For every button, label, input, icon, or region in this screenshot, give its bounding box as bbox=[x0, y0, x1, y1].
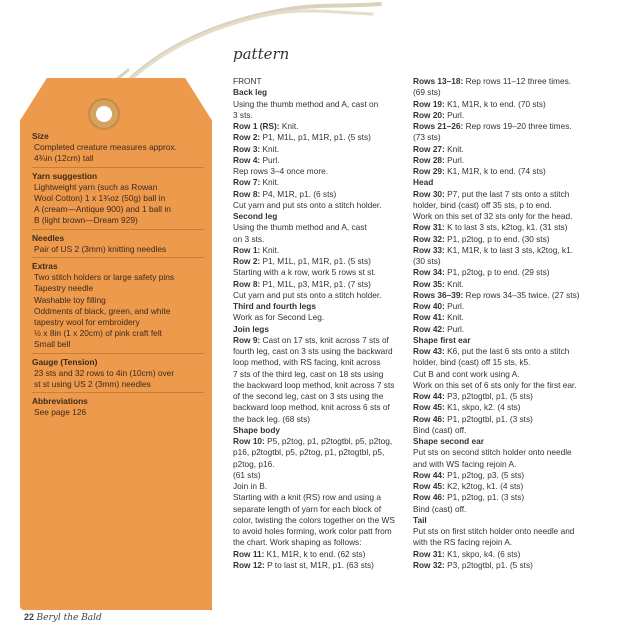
instruction-line: Row 29: K1, M1R, k to end. (74 sts) bbox=[413, 166, 546, 176]
instruction-line: Work on this set of 6 sts only for the first ear. bbox=[413, 379, 577, 390]
tag-heading: Size bbox=[32, 131, 49, 141]
row-label: Row 12: bbox=[233, 559, 265, 570]
instruction-line: Row 44: P1, p2tog, p3. (5 sts) bbox=[413, 469, 525, 480]
tag-heading: Abbreviations bbox=[32, 396, 88, 407]
instruction-line: Row 1 (RS): Knit. bbox=[233, 121, 299, 131]
instruction-line: Rep rows 3–4 once more. bbox=[233, 166, 329, 176]
instruction-line: Bind (cast) off. bbox=[413, 424, 467, 435]
instruction-line: Using the thumb method and A, cast bbox=[233, 222, 367, 233]
row-label: Row 9: bbox=[233, 334, 261, 345]
instruction-line: Row 1: Knit. bbox=[233, 244, 280, 255]
instruction-line: separate length of yarn for each block of bbox=[233, 503, 382, 514]
section-heading: Shape second ear bbox=[413, 436, 485, 446]
instruction-line: Work on this set of 32 sts only for the head. bbox=[413, 211, 573, 221]
instruction-line: and with WS facing rejoin A. bbox=[413, 458, 517, 469]
row-label: Row 2: bbox=[233, 132, 261, 143]
row-label: Row 31: bbox=[413, 222, 445, 233]
instruction-line: (61 sts) bbox=[233, 469, 261, 480]
row-label: Row 35: bbox=[413, 278, 445, 289]
tag-line: Oddments of black, green, and white bbox=[34, 305, 171, 316]
instruction-line: Rows 36–39: Rep rows 34–35 twice. (27 sts) bbox=[413, 289, 580, 300]
instruction-line: Row 31: K1, skpo, k4. (6 sts) bbox=[413, 548, 521, 559]
row-label: Row 19: bbox=[413, 98, 445, 109]
tag-heading: Needles bbox=[32, 232, 65, 243]
tag-divider bbox=[32, 392, 204, 393]
instruction-line: Row 10: P5, p2tog, p1, p2togtbl, p5, p2tog, bbox=[233, 436, 393, 446]
book-title: Beryl the Bald bbox=[36, 613, 102, 623]
row-label: Row 7: bbox=[233, 177, 261, 188]
instruction-line: Row 40: Purl. bbox=[413, 301, 465, 311]
instruction-line: (30 sts) bbox=[413, 256, 441, 266]
instruction-line: Work as for Second Leg. bbox=[233, 312, 325, 323]
instruction-line: Cut yarn and put sts onto a stitch holder. bbox=[233, 289, 382, 300]
instruction-line: Row 43: K6, put the last 6 sts onto a stitch bbox=[413, 346, 570, 356]
row-label: Row 1 (RS): bbox=[233, 121, 280, 131]
instruction-line: Row 33: K1, M1R, k to last 3 sts, k2tog, k1. bbox=[413, 244, 574, 255]
tag-heading: Yarn suggestion bbox=[32, 170, 98, 181]
instruction-line: Cut yarn and put sts onto a stitch holder. bbox=[233, 199, 382, 210]
row-label: Rows 36–39: bbox=[413, 289, 464, 300]
instruction-line: Join in B. bbox=[233, 481, 268, 491]
section-heading: Shape first ear bbox=[413, 334, 471, 345]
instruction-line: Row 45: K1, skpo, k2. (4 sts) bbox=[413, 402, 521, 413]
instruction-line: Row 41: Knit. bbox=[413, 312, 464, 323]
instruction-line: Row 9: Cast on 17 sts, knit across 7 sts of bbox=[233, 334, 389, 345]
instruction-line: holder, bind (cast) off 35 sts, p to end. bbox=[413, 199, 552, 210]
instruction-line: Using the thumb method and A, cast on bbox=[233, 98, 379, 109]
instruction-line: Row 44: P3, p2togtbl, p1. (5 sts) bbox=[413, 391, 533, 401]
row-label: Row 28: bbox=[413, 154, 445, 165]
page-number: 22 bbox=[24, 612, 35, 622]
instruction-line: holder, bind (cast) off 15 sts, k5. bbox=[413, 357, 531, 368]
instruction-line: (73 sts) bbox=[413, 132, 441, 143]
tag-divider bbox=[32, 167, 204, 168]
tag-line: Wool Cotton) 1 x 1¾oz (50g) ball in bbox=[34, 193, 166, 204]
instruction-line: Row 34: P1, p2tog, p to end. (29 sts) bbox=[413, 267, 550, 278]
instruction-line: Row 42: Purl. bbox=[413, 323, 465, 334]
instruction-line: Row 11: K1, M1R, k to end. (62 sts) bbox=[233, 548, 366, 559]
row-label: Row 11: bbox=[233, 548, 265, 559]
tag-line: Washable toy filling bbox=[34, 294, 106, 305]
row-label: Row 1: bbox=[233, 244, 261, 255]
instruction-line: Row 46: P1, p2togtbl, p1. (3 sts) bbox=[413, 413, 533, 424]
instructions-column-1 bbox=[233, 76, 409, 571]
row-label: Rows 21–26: bbox=[413, 121, 464, 131]
row-label: Row 10: bbox=[233, 436, 265, 446]
tag-divider bbox=[32, 229, 204, 230]
row-label: Row 34: bbox=[413, 267, 445, 278]
instruction-line: Row 12: P to last st, M1R, p1. (63 sts) bbox=[233, 559, 374, 570]
row-label: Row 44: bbox=[413, 469, 445, 480]
row-label: Row 42: bbox=[413, 323, 445, 334]
instruction-line: 7 sts of the third leg, cast on 18 sts using bbox=[233, 368, 384, 379]
tag-line: Two stitch holders or large safety pins bbox=[34, 272, 175, 283]
tag-line: Pair of US 2 (3mm) knitting needles bbox=[34, 243, 167, 254]
instruction-line: Row 8: P4, M1R, p1. (6 sts) bbox=[233, 188, 337, 199]
row-label: Row 4: bbox=[233, 154, 261, 165]
section-heading: Join legs bbox=[233, 323, 269, 334]
instruction-line: Row 3: Knit. bbox=[233, 143, 280, 154]
row-label: Row 20: bbox=[413, 109, 445, 120]
row-label: Row 32: bbox=[413, 559, 445, 570]
instruction-line: Row 19: K1, M1R, k to end. (70 sts) bbox=[413, 98, 546, 109]
instruction-line: Row 2: P1, M1L, p1, M1R, p1. (5 sts) bbox=[233, 132, 371, 143]
instruction-line: to avoid holes forming, work color patt from bbox=[233, 526, 392, 536]
instruction-line: Row 45: K2, k2tog, k1. (4 sts) bbox=[413, 481, 524, 491]
row-label: Row 8: bbox=[233, 278, 261, 289]
instruction-line: the chart. Work shaping as follows: bbox=[233, 537, 362, 548]
instruction-line: Row 35: Knit. bbox=[413, 278, 464, 289]
instruction-line: of the second leg, cast on 3 sts using the bbox=[233, 391, 384, 401]
instruction-line: Row 30: P7, put the last 7 sts onto a stitch bbox=[413, 188, 570, 199]
instruction-line: Rows 21–26: Rep rows 19–20 three times. bbox=[413, 121, 572, 131]
instruction-line: with the RS facing rejoin A. bbox=[413, 537, 513, 548]
tag-hole bbox=[96, 106, 112, 122]
instruction-line: on 3 sts. bbox=[233, 233, 265, 244]
tag-heading: Gauge (Tension) bbox=[32, 356, 98, 367]
row-label: Row 2: bbox=[233, 256, 261, 266]
section-heading: Back leg bbox=[233, 87, 268, 98]
tag-line: Lightweight yarn (such as Rowan bbox=[34, 181, 158, 192]
instruction-line: Rows 13–18: Rep rows 11–12 three times. bbox=[413, 76, 572, 86]
tag-line: Small bell bbox=[34, 339, 71, 350]
instruction-line: backward loop method, knit across 6 sts of bbox=[233, 402, 390, 413]
instruction-line: Cut B and cont work using A. bbox=[413, 368, 520, 379]
instruction-line: Put sts on first stitch holder onto needle and bbox=[413, 526, 575, 536]
instruction-line: Row 2: P1, M1L, p1, M1R, p1. (5 sts) bbox=[233, 256, 371, 266]
instruction-line: Bind (cast) off. bbox=[413, 503, 467, 514]
tag-line: Tapestry needle bbox=[34, 283, 94, 294]
section-heading: Shape body bbox=[233, 424, 281, 435]
row-label: Row 29: bbox=[413, 166, 445, 176]
instruction-line: Put sts on second stitch holder onto needle bbox=[413, 447, 572, 458]
tag-line: Completed creature measures approx. bbox=[34, 142, 177, 153]
instruction-line: loop method, with RS facing, knit across bbox=[233, 357, 381, 368]
instruction-line: (69 sts) bbox=[413, 87, 441, 98]
instruction-line: Starting with a knit (RS) row and using a bbox=[233, 492, 382, 503]
row-label: Row 33: bbox=[413, 244, 445, 255]
instruction-line: Row 20: Purl. bbox=[413, 109, 465, 120]
instruction-line: Row 31: K to last 3 sts, k2tog, k1. (31 sts) bbox=[413, 222, 568, 233]
row-label: Row 32: bbox=[413, 233, 445, 244]
tag-line: A (cream—Antique 900) and 1 ball in bbox=[34, 204, 171, 215]
pattern-title: pattern bbox=[233, 45, 290, 63]
row-label: Row 30: bbox=[413, 188, 445, 199]
row-label: Row 3: bbox=[233, 143, 261, 154]
instruction-line: color, twisting the colors together on the WS bbox=[233, 514, 395, 525]
row-label: Row 31: bbox=[413, 548, 445, 559]
instruction-line: p16, p2togtbl, p5, p2tog, p1, p2togtbl, p5, bbox=[233, 447, 385, 458]
instruction-line: the backward loop method, knit across 7 sts bbox=[233, 379, 395, 390]
tag-line: B (light brown—Dream 929) bbox=[34, 215, 138, 226]
row-label: Row 45: bbox=[413, 481, 445, 491]
tag-heading: Extras bbox=[32, 261, 58, 272]
row-label: Row 40: bbox=[413, 301, 445, 311]
instruction-line: fourth leg, cast on 3 sts using the backward bbox=[233, 346, 393, 356]
row-label: Row 46: bbox=[413, 492, 445, 503]
instruction-line: Starting with a k row, work 5 rows st st. bbox=[233, 267, 376, 278]
instruction-line: Row 32: P1, p2tog, p to end. (30 sts) bbox=[413, 233, 550, 244]
page-footer bbox=[24, 612, 102, 623]
tag-divider bbox=[32, 353, 204, 354]
instruction-line: Row 7: Knit. bbox=[233, 177, 280, 188]
instruction-line: Row 32: P3, p2togtbl, p1. (5 sts) bbox=[413, 559, 533, 570]
instruction-line: Row 4: Purl. bbox=[233, 154, 280, 165]
instruction-line: Row 27: Knit. bbox=[413, 143, 464, 154]
instruction-line: the back leg. (68 sts) bbox=[233, 413, 311, 424]
row-label: Rows 13–18: bbox=[413, 76, 464, 86]
tag-line: 23 sts and 32 rows to 4in (10cm) over bbox=[34, 367, 175, 378]
row-label: Row 44: bbox=[413, 391, 445, 401]
section-heading: Second leg bbox=[233, 211, 278, 221]
row-label: Row 45: bbox=[413, 402, 445, 413]
tag-line: See page 126 bbox=[34, 407, 87, 418]
tag-line: 4¾in (12cm) tall bbox=[34, 153, 94, 164]
tag-line: tapestry wool for embroidery bbox=[34, 317, 140, 328]
row-label: Row 43: bbox=[413, 346, 445, 356]
section-heading: Third and fourth legs bbox=[233, 301, 316, 311]
instruction-line: 3 sts. bbox=[233, 109, 253, 120]
section-heading: Head bbox=[413, 177, 434, 188]
tag-line: st st using US 2 (3mm) needles bbox=[34, 379, 151, 390]
tag-content bbox=[32, 128, 204, 419]
section-heading: Tail bbox=[413, 514, 427, 525]
row-label: Row 41: bbox=[413, 312, 445, 323]
instruction-line: FRONT bbox=[233, 76, 262, 86]
instruction-line: Row 28: Purl. bbox=[413, 154, 465, 165]
tag-divider bbox=[32, 257, 204, 258]
tag-line: ½ x 8in (1 x 20cm) of pink craft felt bbox=[34, 328, 163, 339]
instruction-line: p2tog, p16. bbox=[233, 458, 275, 469]
row-label: Row 46: bbox=[413, 413, 445, 424]
instruction-line: Row 46: P1, p2tog, p1. (3 sts) bbox=[413, 492, 525, 503]
row-label: Row 27: bbox=[413, 143, 445, 154]
row-label: Row 8: bbox=[233, 188, 261, 199]
instructions-column-2 bbox=[413, 76, 613, 571]
instruction-line: Row 8: P1, M1L, p3, M1R, p1. (7 sts) bbox=[233, 278, 371, 289]
